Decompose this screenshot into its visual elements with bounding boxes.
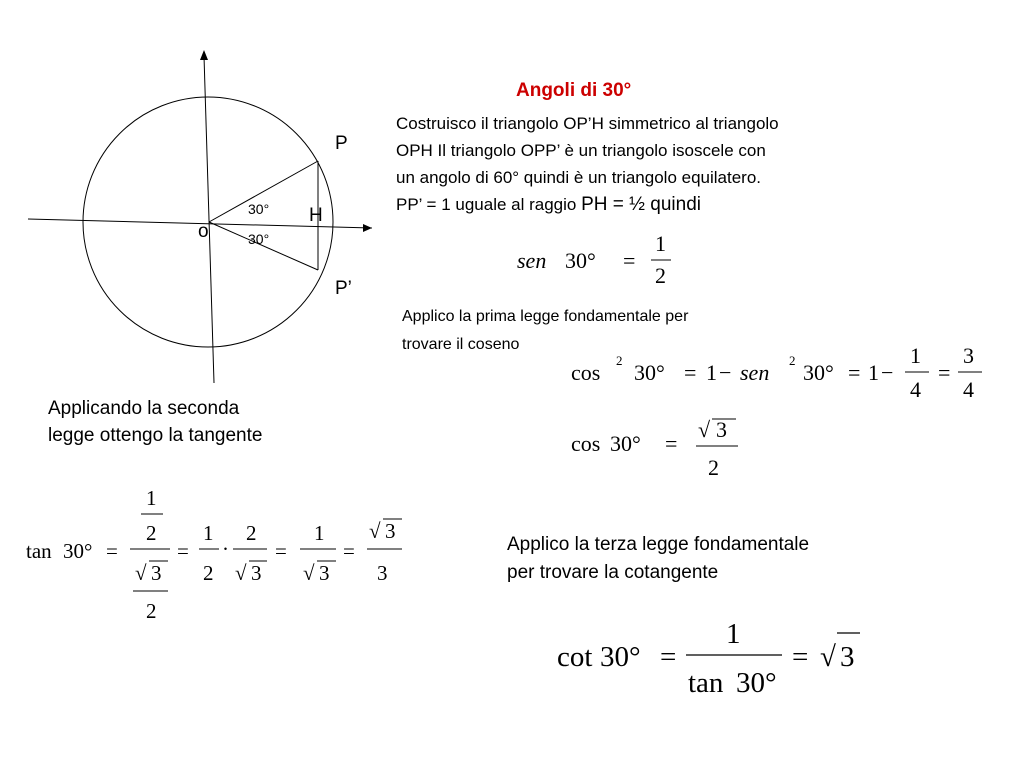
tan-f1-num: 1 <box>203 521 214 545</box>
cot-sqrt-value: 3 <box>840 641 855 673</box>
cos2-equals-2: = <box>848 360 861 385</box>
sine-denominator: 2 <box>655 263 666 288</box>
cot-numerator: 1 <box>726 618 741 650</box>
tan-f3-sqrt-value: 3 <box>319 561 330 585</box>
sine-func: sen <box>517 248 547 273</box>
cot-equals-2: = <box>792 641 809 673</box>
formula-cosine-squared <box>571 343 982 402</box>
formula-cotangent <box>557 618 860 699</box>
sine-numerator: 1 <box>655 231 666 256</box>
tan-cf-bot-den: 2 <box>146 599 157 623</box>
formula-cosine <box>571 417 738 480</box>
tan-f2-sqrt-sign: √ <box>235 561 247 585</box>
label-Pprime: P’ <box>335 278 352 299</box>
cos2-frac1-num: 1 <box>910 343 921 368</box>
cos2-sen: sen <box>740 360 770 385</box>
cos2-minus-1: − <box>719 360 732 385</box>
cosine-instruction-line-1: Applico la prima legge fondamentale per <box>402 308 689 325</box>
cos2-sen-exponent: 2 <box>789 353 796 368</box>
cos2-frac1-den: 4 <box>910 377 921 402</box>
tan-equals-4: = <box>343 539 355 563</box>
label-H: H <box>309 205 323 226</box>
tan-f2-sqrt-value: 3 <box>251 561 262 585</box>
x-axis-arrow-icon <box>363 224 372 232</box>
tan-equals-3: = <box>275 539 287 563</box>
tan-equals-1: = <box>106 539 118 563</box>
label-O: o <box>198 221 209 242</box>
tan-f4-den: 3 <box>377 561 388 585</box>
cos2-sen-angle: 30° <box>803 360 834 385</box>
cotangent-instruction-line-2: per trovare la cotangente <box>507 562 719 583</box>
cos-sqrt-value: 3 <box>716 417 727 442</box>
description-line-1: Costruisco il triangolo OP’H simmetrico al triangolo <box>396 114 779 133</box>
label-P: P <box>335 133 348 154</box>
cos2-frac2-den: 4 <box>963 377 974 402</box>
description-line-4b: PH = ½ quindi <box>581 194 701 215</box>
cos2-one: 1 <box>706 360 717 385</box>
cos2-frac2-num: 3 <box>963 343 974 368</box>
tangent-instruction-line-2: legge ottengo la tangente <box>48 425 263 446</box>
sine-equals: = <box>623 248 636 273</box>
tan-cf-top-den: 2 <box>146 521 157 545</box>
cos-denominator: 2 <box>708 455 719 480</box>
cos2-one-2: 1 <box>868 360 879 385</box>
description-line-3: un angolo di 60° quindi è un triangolo equilatero. <box>396 168 762 187</box>
tan-f4-sqrt-value: 3 <box>385 519 396 543</box>
tan-f3-sqrt-sign: √ <box>303 561 315 585</box>
tan-f3-num: 1 <box>314 521 325 545</box>
tan-cf-top-num: 1 <box>146 486 157 510</box>
cotangent-instruction-line-1: Applico la terza legge fondamentale <box>507 534 810 555</box>
y-axis-arrow-icon <box>200 50 208 60</box>
cos2-equals-3: = <box>938 360 951 385</box>
slide-title: Angoli di 30° <box>516 80 632 101</box>
cot-den-angle: 30° <box>736 667 777 699</box>
cos2-func: cos <box>571 360 601 385</box>
cos2-minus-2: − <box>881 360 894 385</box>
description-line-4a: PP’ = 1 uguale al raggio <box>396 195 582 214</box>
formula-tangent <box>26 486 402 623</box>
cos-sqrt-sign: √ <box>698 417 711 442</box>
tan-func: tan <box>26 539 52 563</box>
tangent-instruction-line-1: Applicando la seconda <box>48 398 240 419</box>
description-line-2: OPH Il triangolo OPP’ è un triangolo isoscele con <box>396 141 766 160</box>
cos2-exponent: 2 <box>616 353 623 368</box>
tan-angle: 30° <box>63 539 93 563</box>
cot-equals-1: = <box>660 641 677 673</box>
tan-dot: · <box>222 537 229 561</box>
formula-sine <box>517 231 671 288</box>
cos-func: cos <box>571 431 601 456</box>
cot-sqrt-sign: √ <box>820 641 836 673</box>
tan-f2-num: 2 <box>246 521 257 545</box>
cos-equals: = <box>665 431 678 456</box>
tan-f1-den: 2 <box>203 561 214 585</box>
tan-f4-sqrt-sign: √ <box>369 519 381 543</box>
angle-label-top: 30° <box>248 201 270 217</box>
sine-angle: 30° <box>565 248 596 273</box>
angle-label-bottom: 30° <box>248 231 270 247</box>
cosine-instruction-line-2: trovare il coseno <box>402 336 520 353</box>
cos2-equals-1: = <box>684 360 697 385</box>
cot-angle: 30° <box>600 641 641 673</box>
cos2-angle: 30° <box>634 360 665 385</box>
cot-den-tan: tan <box>688 667 724 699</box>
cos-angle: 30° <box>610 431 641 456</box>
tan-cf-bot-sqrt-sign: √ <box>135 561 147 585</box>
cot-func: cot <box>557 641 593 673</box>
tan-cf-bot-sqrt-value: 3 <box>151 561 162 585</box>
tan-equals-2: = <box>177 539 189 563</box>
